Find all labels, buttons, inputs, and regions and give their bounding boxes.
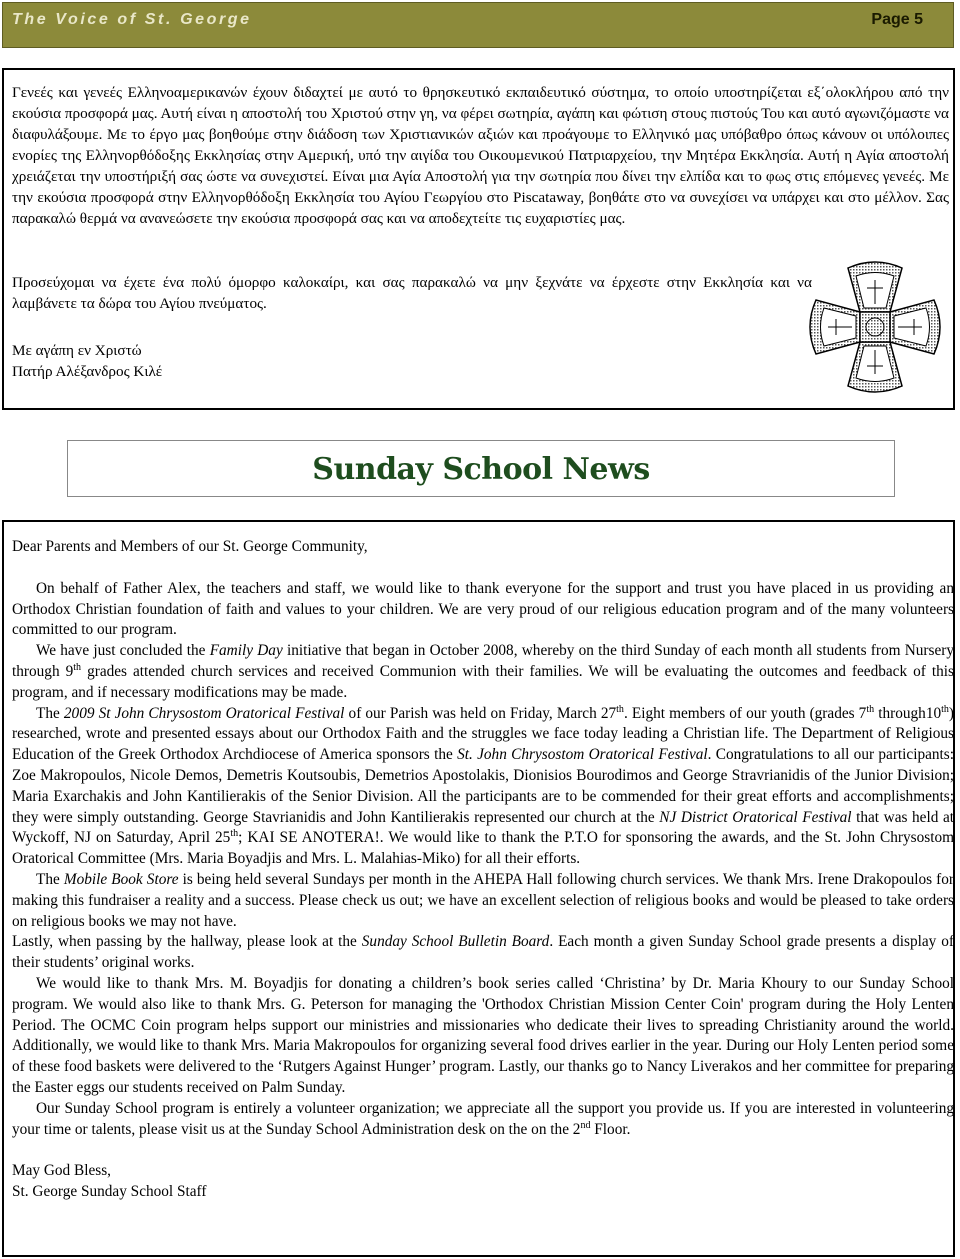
sunday-school-news-box xyxy=(2,520,955,1257)
greek-signature: Πατήρ Αλέξανδρος Κιλέ xyxy=(12,363,163,380)
english-paragraph-4: The Mobile Book Store is being held several Sundays per month in the AHEPA Hall following church services. We thank Mrs. Irene Drakopoulos for making this fundraiser a reality and a success. Please check us out; we have an excellent selection of religious books and would be pleased to take orders on religious books we may not have. xyxy=(12,870,954,930)
english-signature: St. George Sunday School Staff xyxy=(12,1183,207,1201)
english-paragraph-1: On behalf of Father Alex, the teachers and staff, we would like to thank everyone for the support and trust you have placed in us providing an Orthodox Christian foundation of faith and values to your children. We are very proud of our religious education program and of the many volunteers committed to our program. xyxy=(12,579,954,639)
greek-paragraph-2: Προσεύχομαι να έχετε ένα πολύ όμορφο καλοκαίρι, και σας παρακαλώ να μην ξεχνάτε να έρχεστε στην Εκκλησία και να λαμβάνετε τα δώρα του Αγίου πνεύματος. xyxy=(12,274,812,312)
english-paragraph-2: We have just concluded the Family Day initiative that began in October 2008, whereby on the third Sunday of each month all students from Nursery through 9th grades attended church services and received Communion with their families. We will be evaluating the outcomes and feedback of this program, and if necessary modifications may be made. xyxy=(12,642,955,701)
greek-closing: Με αγάπη εν Χριστώ xyxy=(12,342,142,359)
byzantine-cross-icon xyxy=(808,260,942,394)
english-paragraph-5: Lastly, when passing by the hallway, please look at the Sunday School Bulletin Board. Each month a given Sunday School grade presents a display of their students’ original works. xyxy=(12,933,955,972)
section-title-box xyxy=(67,440,895,497)
english-paragraph-6: We would like to thank Mrs. M. Boyadjis for donating a children’s book series called ‘Christina’ by Dr. Maria Khoury to our Sunday School program. We would also like to thank Mrs. G. Peterson for managing the 'Orthodox Christian Mission Center Coin' program during the Holy Lenten Period. The OCMC Coin program helps support our ministries and missionaries who dedicate their lives to spreading Christianity around the world. Additionally, we would like to thank Mrs. Maria Makropoulos for organizing several food drives earlier in the year. During our Holy Lenten period some of these food baskets were delivered to the ‘Rutgers Against Hunger’ program. Lastly, our thanks go to Nancy Liverakos and her committee for preparing the Easter eggs our students received on Palm Sunday. xyxy=(12,974,954,1096)
publication-title: The Voice of St. George xyxy=(12,11,252,28)
english-paragraph-7: Our Sunday School program is entirely a volunteer organization; we appreciate all the support you provide us. If you are interested in volunteering your time or talents, please visit us at the Sunday School Administration desk on the on the 2nd Floor. xyxy=(12,1099,954,1138)
english-paragraph-3: The 2009 St John Chrysostom Oratorical Festival of our Parish was held on Friday, March 27th. Eight members of our youth (grades 7th through10th) researched, wrote and presented essays about our Orthodox Faith and the struggles we face today leading a Christian life. The Department of Religious Education of the Greek Orthodox Archdiocese of America sponsors the St. John Chrysostom Oratorical Festival. Congratulations to all our participants: Zoe Makropoulos, Nicole Demos, Demetris Koutsoubis, Demetrios Apostolakis, Dionisios Bourodimos and George Stravrianidis of the Junior Division; Maria Exarchakis and John Kantilierakis of the Senior Division. All the participants are to be commended for their great efforts and accomplishments; they were simply outstanding. George Stavrianidis and John Kantilierakis represented our church at the NJ District Oratorical Festival that was held at Wyckoff, NJ on Saturday, April 25th; KAI SE ANOTERA!. We would like to thank the P.T.O for sponsoring the awards, and the St. John Chrysostom Oratorical Committee (Mrs. Maria Boyadjis and Mrs. L. Malahias-Miko) for all their efforts. xyxy=(12,703,955,868)
greek-letter-box xyxy=(2,68,955,410)
salutation: Dear Parents and Members of our St. George Community, xyxy=(12,538,368,555)
greek-paragraph-1: Γενεές και γενεές Ελληνοαμερικανών έχουν διδαχτεί με αυτό το θρησκευτικό εκπαιδευτικό σύστημα, το οποίο υποστηρίζεται εξ΄ολοκλήρου από την εκούσια προσφορά μας. Αυτή είναι η αποστολή του Χριστού στην γη, να φέρει σωτηρία, αγάπη και φώτιση στους πιστούς Του και αυτό αγωνιζόμαστε να διαφυλάξουμε. Με το έργο μας βοηθούμε στην διάδοση των Χριστιανικών αξιών και προάγουμε το Ελληνικό μας υπόβαθρο όπως κάνουν οι υπόλοιπες ενορίες της Ελληνορθόδοξης Εκκλησίας στην Αμερική, υπό την αιγίδα του Οικουμενικού Πατριαρχείου, την Μητέρα Εκκλησία. Αυτή η Αγία αποστολή χρειάζεται την υποστήριξή σας ώστε να συνεχιστεί. Είναι μια Αγία Αποστολή για την σωτηρία που δίνει την ελπίδα και το φως στις επόμενες γενεές. Με την εκούσια προσφορά στην Ελληνορθόδοξη Εκκλησία του Αγίου Γεωργίου στο Piscataway, βοηθάτε στο να συνεχίσει να υπάρχει και στο μέλλον. Σας παρακαλώ θερμά να ανανεώσετε την εκούσια προσφορά σας και να αποδεχτείτε τις ευχαριστίες μας. xyxy=(12,84,949,227)
english-closing: May God Bless, xyxy=(12,1162,112,1180)
greek-signoff xyxy=(12,340,412,382)
section-title: Sunday School News xyxy=(312,452,650,487)
page-number: Page 5 xyxy=(871,11,923,28)
page-header xyxy=(2,2,954,48)
